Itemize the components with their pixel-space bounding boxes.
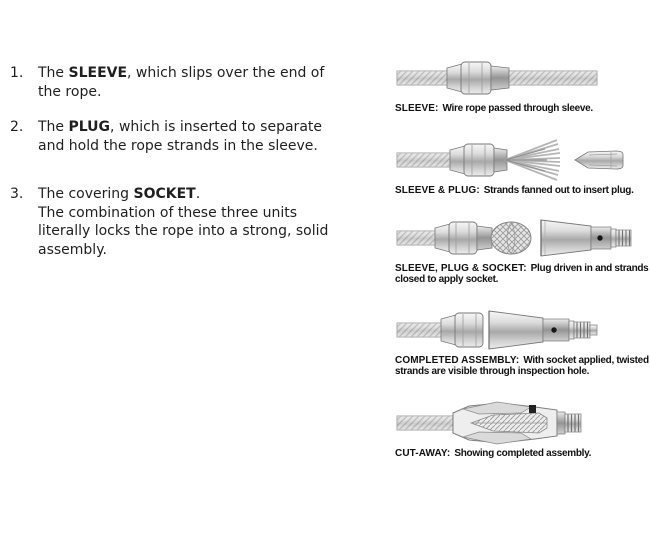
caption-label: CUT-AWAY: xyxy=(395,448,451,459)
caption-text: Plug driven in and strands closed to apply socket. xyxy=(395,263,649,285)
text-segment: , which is inserted to separate and hold the rope strands in the sleeve. xyxy=(38,119,322,154)
figure-caption xyxy=(395,185,650,196)
inspection-hole xyxy=(551,327,556,332)
caption-text: Showing completed assembly. xyxy=(454,448,592,459)
term-sleeve: SLEEVE xyxy=(68,65,128,81)
inspection-hole xyxy=(597,235,602,240)
socket-bell xyxy=(541,220,591,256)
list-item-plug xyxy=(10,118,333,155)
text-segment: The xyxy=(38,65,69,81)
list-text xyxy=(38,118,333,155)
list-item-sleeve xyxy=(10,64,333,101)
extra-text: The combination of these three units literally locks the rope into a strong, solid assembly. xyxy=(38,204,329,258)
figure-sleeve xyxy=(395,55,650,114)
list-number: 1. xyxy=(10,65,24,81)
caption-label: COMPLETED ASSEMBLY: xyxy=(395,355,520,366)
term-plug: PLUG xyxy=(68,119,111,135)
caption-label: SLEEVE, PLUG & SOCKET: xyxy=(395,263,527,274)
list-number: 2. xyxy=(10,119,24,135)
list-text xyxy=(38,185,333,259)
figure-caption xyxy=(395,263,650,285)
figure-caption xyxy=(395,448,650,459)
list-text xyxy=(38,64,333,101)
closed-strands-bulb xyxy=(491,222,531,254)
text-segment: , which slips over the end of the rope. xyxy=(38,65,325,100)
text-segment: The covering xyxy=(38,186,134,202)
caption-label: SLEEVE: xyxy=(395,103,439,114)
sleeve-illustration xyxy=(395,55,650,101)
completed-assembly-illustration xyxy=(395,307,650,353)
list-item-socket xyxy=(10,185,333,259)
figure-sleeve-plug xyxy=(395,137,650,196)
sleeve-plug-socket-illustration xyxy=(395,215,650,261)
figure-sleeve-plug-socket xyxy=(395,215,650,285)
caption-label: SLEEVE & PLUG: xyxy=(395,185,480,196)
text-segment: The xyxy=(38,119,69,135)
caption-text: With socket applied, twisted strands are visible through inspection hole. xyxy=(395,355,649,377)
list-number: 3. xyxy=(10,186,24,202)
text-segment: . xyxy=(195,186,201,202)
figure-caption xyxy=(395,103,650,114)
figure-cut-away xyxy=(395,400,650,459)
inspection-hole xyxy=(529,405,536,413)
figure-completed-assembly xyxy=(395,307,650,377)
caption-text: Strands fanned out to insert plug. xyxy=(483,185,634,196)
socket-bell xyxy=(489,311,543,349)
caption-text: Wire rope passed through sleeve. xyxy=(442,103,593,114)
cut-away-illustration xyxy=(395,400,650,446)
term-socket: SOCKET xyxy=(133,186,196,202)
figure-caption xyxy=(395,355,650,377)
sleeve-plug-illustration xyxy=(395,137,650,183)
